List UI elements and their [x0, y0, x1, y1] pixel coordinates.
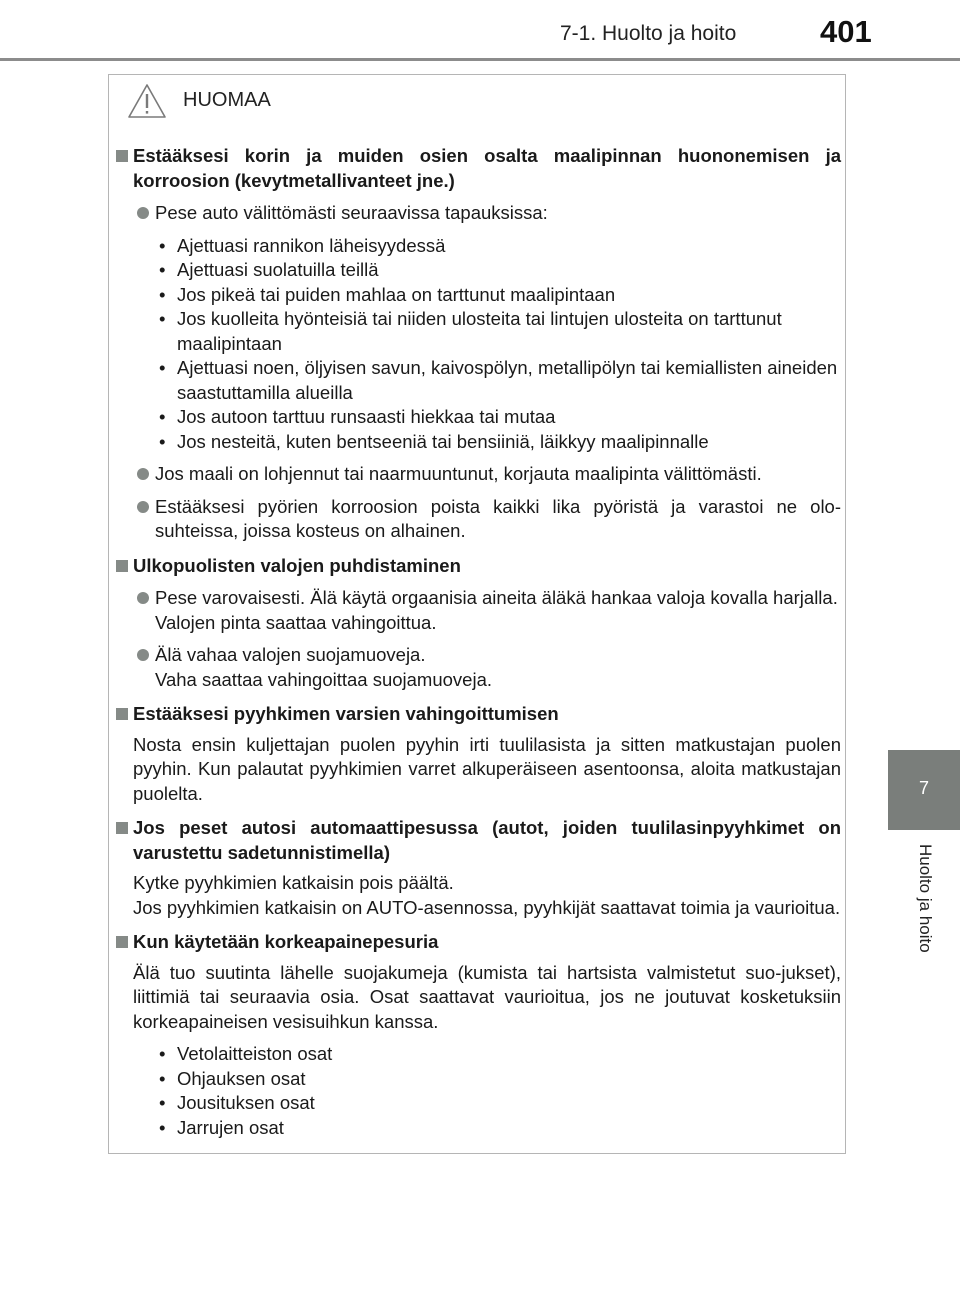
bullet-item: • Jousituksen osat: [159, 1091, 841, 1116]
section-heading: Jos peset autosi automaattipesussa (autot, joiden tuulilasinpyyhkimet on varustettu sadetunnistimella): [115, 816, 841, 865]
paragraph: Älä tuo suutinta lähelle suojakumeja (kumista tai hartsista valmistetut suo-jukset), liittimiä tai seuraavia osia. Osat saattavat vaurioitua, jos ne joutuvat kosketuksiin korkeapaineisen vesisuihkun kanssa.: [133, 961, 841, 1032]
paragraph: Nosta ensin kuljettajan puolen pyyhin irti tuulilasista ja sitten matkustajan puolen pyyhin. Kun palautat pyyhkimien varret alkuperäiseen asentoonsa, aloita matkustajan puolelta.: [133, 733, 841, 804]
point-note: Vaha saattaa vahingoittaa suojamuoveja.: [155, 668, 493, 690]
point-item: [115, 586, 841, 635]
bullet-item: • Jos autoon tarttuu runsaasti hiekkaa tai mutaa: [159, 405, 841, 430]
bullet-item: • Jos pikeä tai puiden mahlaa on tarttunut maalipintaan: [159, 283, 841, 308]
point-text: Pese varovaisesti. Älä käytä orgaanisia aineita äläkä hankaa valoja kovalla harjalla.: [155, 587, 838, 608]
chapter-tab: [888, 750, 960, 830]
point-item: [115, 643, 841, 692]
point-text: Pese auto välittömästi seuraavissa tapauksissa:: [115, 201, 841, 226]
paragraph: Kytke pyyhkimien katkaisin pois päältä.: [133, 872, 454, 893]
chapter-number: 7: [918, 778, 929, 798]
section-heading: Estääksesi korin ja muiden osien osalta maalipinnan huononemisen ja korroosion (kevytmetallivanteet jne.): [115, 144, 841, 193]
bullet-list: [115, 234, 841, 455]
section-heading: Estääksesi pyyhkimen varsien vahingoittumisen: [115, 702, 841, 727]
point-text: Älä vahaa valojen suojamuoveja.: [155, 644, 426, 665]
bullet-item: • Ajettuasi noen, öljyisen savun, kaivospölyn, metallipölyn tai kemiallisten aineiden saastuttamilla alueilla: [159, 356, 841, 405]
section-heading: Kun käytetään korkeapainepesuria: [115, 930, 841, 955]
bullet-item: • Ajettuasi rannikon läheisyydessä: [159, 234, 841, 259]
point-note: Valojen pinta saattaa vahingoittua.: [155, 611, 437, 633]
page-header-title: 7-1. Huolto ja hoito: [560, 22, 737, 45]
warning-triangle-icon: [127, 83, 167, 119]
paragraph: Jos pyyhkimien katkaisin on AUTO-asennossa, pyyhkijät saattavat toimia ja vaurioitua.: [133, 896, 841, 918]
point-text: Jos maali on lohjennut tai naarmuuntunut, korjauta maalipinta välittömästi.: [115, 462, 841, 487]
notice-content: [115, 134, 841, 1140]
notice-box: [108, 74, 846, 1154]
bullet-item: • Ajettuasi suolatuilla teillä: [159, 258, 841, 283]
bullet-item: • Jos nesteitä, kuten bentseeniä tai bensiiniä, läikkyy maalipinnalle: [159, 430, 841, 455]
bullet-item: • Jarrujen osat: [159, 1116, 841, 1141]
section-heading: Ulkopuolisten valojen puhdistaminen: [115, 554, 841, 579]
point-text: Estääksesi pyörien korroosion poista kaikki lika pyöristä ja varastoi ne olo-suhteissa, joissa kosteus on alhainen.: [115, 495, 841, 544]
bullet-item: • Jos kuolleita hyönteisiä tai niiden ulosteita tai lintujen ulosteita on tarttunut maalipintaan: [159, 307, 841, 356]
bullet-list: [115, 1042, 841, 1140]
bullet-item: • Ohjauksen osat: [159, 1067, 841, 1092]
chapter-label: Huolto ja hoito: [916, 844, 935, 953]
header-divider: [0, 58, 960, 61]
paragraph-group: [115, 871, 841, 920]
chapter-label-container: [888, 830, 960, 1005]
page-number: 401: [820, 14, 872, 49]
notice-title: HUOMAA: [183, 89, 271, 111]
bullet-item: • Vetolaitteiston osat: [159, 1042, 841, 1067]
